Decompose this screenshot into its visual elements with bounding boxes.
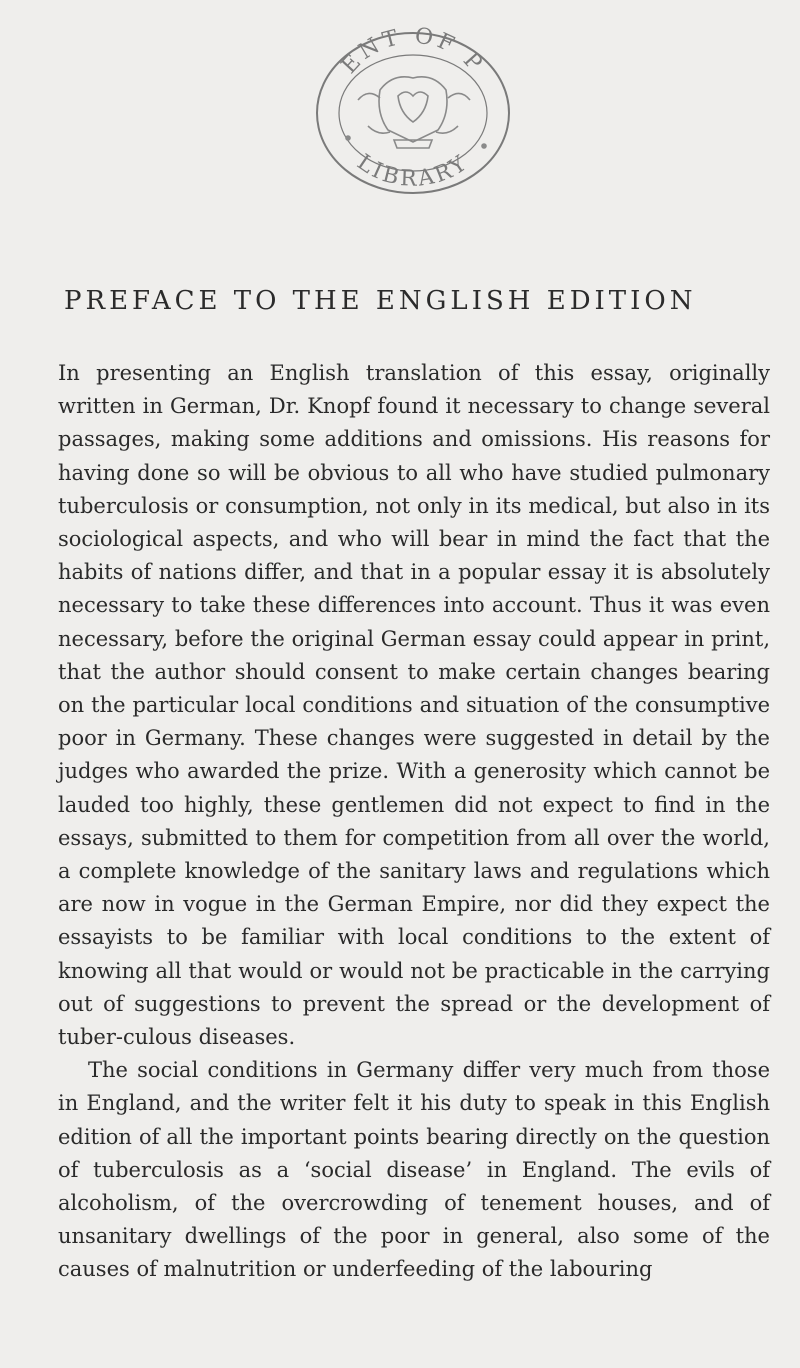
stamp-top-text: ENT OF P	[336, 23, 490, 79]
library-stamp	[298, 18, 528, 200]
preface-body	[58, 357, 770, 1287]
paragraph-1: In presenting an English translation of this essay, originally written in German, Dr. Knopf found it necessary to change several passages, making some additions and omissions. His reasons for having done so will be obvious to all who have studied pulmonary tuberculosis or consumption, not only in its medical, but also in its sociological aspects, and who will bear in mind the fact that the habits of nations differ, and that in a popular essay it is absolutely necessary to take these differences into account. Thus it was even necessary, before the original German essay could appear in print, that the author should consent to make certain changes bearing on the particular local conditions and situation of the consumptive poor in Germany. These changes were suggested in detail by the judges who awarded the prize. With a generosity which cannot be lauded too highly, these gentlemen did not expect to find in the essays, submitted to them for competition from all over the world, a complete knowledge of the sanitary laws and regulations which are now in vogue in the German Empire, nor did they expect the essayists to be familiar with local conditions to the extent of knowing all that would or would not be practicable in the carrying out of suggestions to prevent the spread or the development of tuber-culous diseases.	[58, 361, 770, 1050]
stamp-bottom-text: LIBRARY	[352, 149, 474, 192]
stamp-crest-icon	[346, 77, 486, 148]
page-title: PREFACE TO THE ENGLISH EDITION	[64, 286, 697, 316]
paragraph-2: The social conditions in Germany differ very much from those in England, and the writer felt it his duty to speak in this English edition of all the important points bearing directly on the question of tuberculosis as a ‘social disease’ in England. The evils of alcoholism, of the overcrowding of tenement houses, and of unsanitary dwellings of the poor in general, also some of the causes of malnutrition or underfeeding of the labouring	[58, 1058, 770, 1282]
